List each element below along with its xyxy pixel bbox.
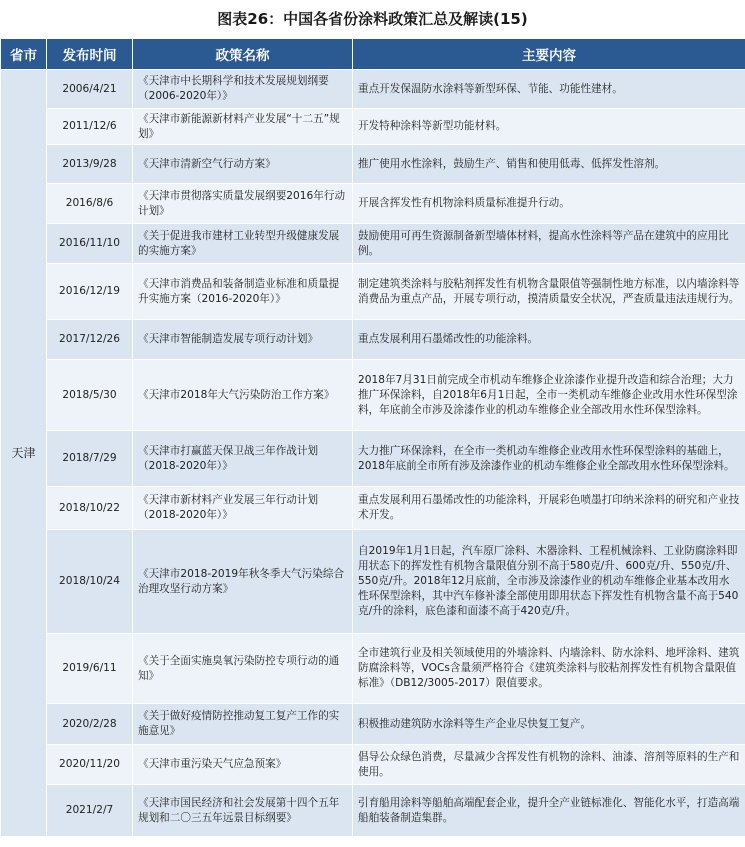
- policy-cell: 《天津市智能制造发展专项行动计划》: [133, 320, 353, 360]
- date-cell: 2006/4/21: [47, 70, 133, 109]
- policy-table: [0, 38, 745, 837]
- policy-cell: 《天津市新能源新材料产业发展“十二五”规划》: [133, 109, 353, 145]
- content-cell: 制定建筑类涂料与胶粘剂挥发性有机物含量限值等强制性地方标准，以内墙涂料等消费品为重点产品，开展专项行动，摸清质量安全状况，严查质量违法违规行为。: [353, 264, 745, 320]
- date-cell: 2013/9/28: [47, 145, 133, 184]
- policy-cell: 《天津市打赢蓝天保卫战三年作战计划（2018-2020年）》: [133, 431, 353, 487]
- table-row: [1, 264, 745, 320]
- date-cell: 2020/2/28: [47, 704, 133, 745]
- page-title: 图表26：中国各省份涂料政策汇总及解读(15): [217, 10, 528, 28]
- policy-cell: 《天津市2018-2019年秋冬季大气污染综合治理攻坚行动方案》: [133, 530, 353, 634]
- policy-cell: 《天津市国民经济和社会发展第十四个五年规划和二〇三五年远景目标纲要》: [133, 785, 353, 837]
- date-cell: 2011/12/6: [47, 109, 133, 145]
- header-content: 主要内容: [353, 39, 745, 70]
- date-cell: 2016/12/19: [47, 264, 133, 320]
- table-row: [1, 431, 745, 487]
- date-cell: 2017/12/26: [47, 320, 133, 360]
- header-province: 省市: [1, 39, 47, 70]
- content-cell: 重点发展利用石墨烯改性的功能涂料。: [353, 320, 745, 360]
- date-cell: 2018/10/24: [47, 530, 133, 634]
- content-cell: 2018年7月31日前完成全市机动车维修企业涂漆作业提升改造和综合治理；大力推广环保涂料，自2018年6月1日起，全市一类机动车维修企业改用水性环保型涂料，年底前全市涉及涂漆作业的机动车维修企业全部改用水性环保型涂料。: [353, 360, 745, 431]
- date-cell: 2016/8/6: [47, 184, 133, 224]
- table-row: [1, 745, 745, 785]
- content-cell: 全市建筑行业及相关领域使用的外墙涂料、内墙涂料、防水涂料、地坪涂料、建筑防腐涂料等，VOCs含量须严格符合《建筑类涂料与胶粘剂挥发性有机物含量限值标准》（DB12/3005-2017）限值要求。: [353, 634, 745, 704]
- policy-cell: 《天津市2018年大气污染防治工作方案》: [133, 360, 353, 431]
- content-cell: 开展含挥发性有机物涂料质量标准提升行动。: [353, 184, 745, 224]
- province-cell: 天津: [1, 70, 47, 837]
- policy-cell: 《天津市贯彻落实质量发展纲要2016年行动计划》: [133, 184, 353, 224]
- table-row: [1, 320, 745, 360]
- table-row: [1, 487, 745, 530]
- content-cell: 倡导公众绿色消费，尽量减少含挥发性有机物的涂料、油漆、溶剂等原料的生产和使用。: [353, 745, 745, 785]
- content-cell: 自2019年1月1日起，汽车原厂涂料、木器涂料、工程机械涂料、工业防腐涂料即用状态下的挥发性有机物含量限值分别不高于580克/升、600克/升、550克/升、550克/升。2018年12月底前，全市涉及涂漆作业的机动车维修企业基本改用水性环保型涂料，其中汽车修补漆全部使用即用状态下挥发性有机物含量不高于540克/升的涂料，底色漆和面漆不高于420克/升。: [353, 530, 745, 634]
- content-cell: 引育船用涂料等船舶高端配套企业，提升全产业链标准化、智能化水平，打造高端船舶装备制造集群。: [353, 785, 745, 837]
- policy-cell: 《关于全面实施臭氧污染防控专项行动的通知》: [133, 634, 353, 704]
- policy-cell: 《天津市中长期科学和技术发展规划纲要（2006-2020年）》: [133, 70, 353, 109]
- policy-cell: 《天津市新材料产业发展三年行动计划（2018-2020年）》: [133, 487, 353, 530]
- date-cell: 2021/2/7: [47, 785, 133, 837]
- date-cell: 2018/5/30: [47, 360, 133, 431]
- date-cell: 2019/6/11: [47, 634, 133, 704]
- policy-cell: 《天津市清新空气行动方案》: [133, 145, 353, 184]
- content-cell: 积极推动建筑防水涂料等生产企业尽快复工复产。: [353, 704, 745, 745]
- content-cell: 开发特种涂料等新型功能材料。: [353, 109, 745, 145]
- policy-cell: 《关于促进我市建材工业转型升级健康发展的实施方案》: [133, 224, 353, 264]
- header-policy: 政策名称: [133, 39, 353, 70]
- date-cell: 2018/10/22: [47, 487, 133, 530]
- table-row: [1, 704, 745, 745]
- date-cell: 2016/11/10: [47, 224, 133, 264]
- table-row: [1, 634, 745, 704]
- table-row: [1, 109, 745, 145]
- table-row: [1, 145, 745, 184]
- header-date: 发布时间: [47, 39, 133, 70]
- table-row: [1, 360, 745, 431]
- table-row: [1, 224, 745, 264]
- table-header-row: [1, 39, 745, 70]
- table-row: [1, 184, 745, 224]
- table-row: [1, 785, 745, 837]
- content-cell: 推广使用水性涂料，鼓励生产、销售和使用低毒、低挥发性溶剂。: [353, 145, 745, 184]
- content-cell: 鼓励使用可再生资源制备新型墙体材料，提高水性涂料等产品在建筑中的应用比例。: [353, 224, 745, 264]
- content-cell: 大力推广环保涂料，在全市一类机动车维修企业改用水性环保型涂料的基础上，2018年底前全市所有涉及涂漆作业的机动车维修企业全部改用水性环保型涂料。: [353, 431, 745, 487]
- date-cell: 2020/11/20: [47, 745, 133, 785]
- content-cell: 重点发展利用石墨烯改性的功能涂料，开展彩色喷墨打印纳米涂料的研究和产业技术开发。: [353, 487, 745, 530]
- table-row: [1, 530, 745, 634]
- table-row: [1, 70, 745, 109]
- content-cell: 重点开发保温防水涂料等新型环保、节能、功能性建材。: [353, 70, 745, 109]
- date-cell: 2018/7/29: [47, 431, 133, 487]
- policy-cell: 《天津市消费品和装备制造业标准和质量提升实施方案（2016-2020年）》: [133, 264, 353, 320]
- policy-cell: 《天津市重污染天气应急预案》: [133, 745, 353, 785]
- policy-cell: 《关于做好疫情防控推动复工复产工作的实施意见》: [133, 704, 353, 745]
